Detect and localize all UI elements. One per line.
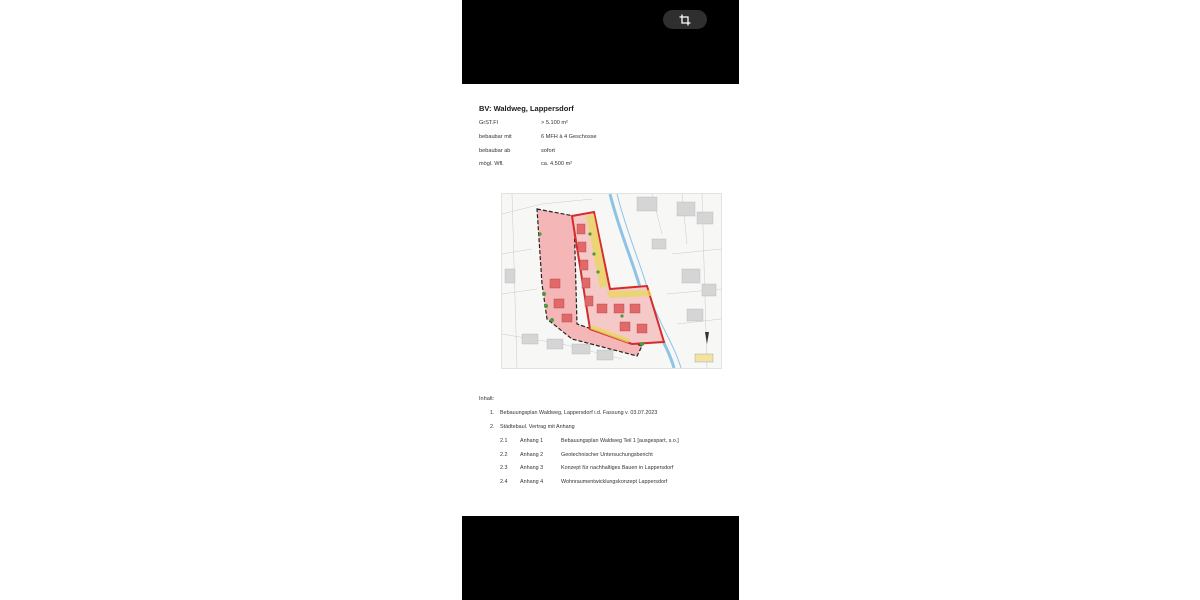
toc-number: 2. [490, 424, 495, 430]
toc-text: Städtebaul. Vertrag mit Anhang [500, 424, 575, 430]
crop-icon [679, 14, 691, 26]
document-viewer [462, 0, 739, 600]
property-label: bebaubar ab [479, 148, 511, 154]
document-page [479, 84, 729, 516]
attachment-number: 2.1 [500, 438, 508, 444]
bottom-toolbar [462, 516, 739, 600]
attachment-number: 2.4 [500, 479, 508, 485]
site-plan-drawing [502, 194, 721, 368]
attachment-description: Konzept für nachhaltiges Bauen in Lappersdorf [561, 465, 674, 471]
attachment-number: 2.2 [500, 452, 508, 458]
top-toolbar [462, 0, 739, 84]
toc-text: Bebauungsplan Waldweg, Lappersdorf i.d. Fassung v. 03.07.2023 [500, 410, 658, 416]
property-value: sofort [541, 148, 555, 154]
attachment-description: Wohnraumentwicklungskonzept Lappersdorf [561, 479, 668, 485]
crop-button[interactable] [663, 10, 707, 29]
attachment-name: Anhang 2 [520, 452, 544, 458]
property-value: ca. 4.500 m² [541, 161, 573, 167]
property-label: bebaubar mit [479, 134, 512, 140]
property-label: GrST.Fl [479, 120, 498, 126]
attachment-name: Anhang 3 [520, 465, 544, 471]
toc-number: 1. [490, 410, 495, 416]
contents-heading: Inhalt: [479, 396, 495, 402]
attachment-name: Anhang 1 [520, 438, 544, 444]
property-label: mögl. Wfl. [479, 161, 504, 167]
attachment-number: 2.3 [500, 465, 508, 471]
attachment-description: Geotechnischer Untersuchungsbericht [561, 452, 653, 458]
property-value: > 5.100 m² [541, 120, 568, 126]
property-value: 6 MFH à 4 Geschosse [541, 134, 597, 140]
document-title: BV: Waldweg, Lappersdorf [479, 104, 574, 113]
attachment-description: Bebauungsplan Waldweg Teil 1 [ausgespart, s.o.] [561, 438, 679, 444]
attachment-name: Anhang 4 [520, 479, 544, 485]
development-plan-map [501, 193, 722, 369]
